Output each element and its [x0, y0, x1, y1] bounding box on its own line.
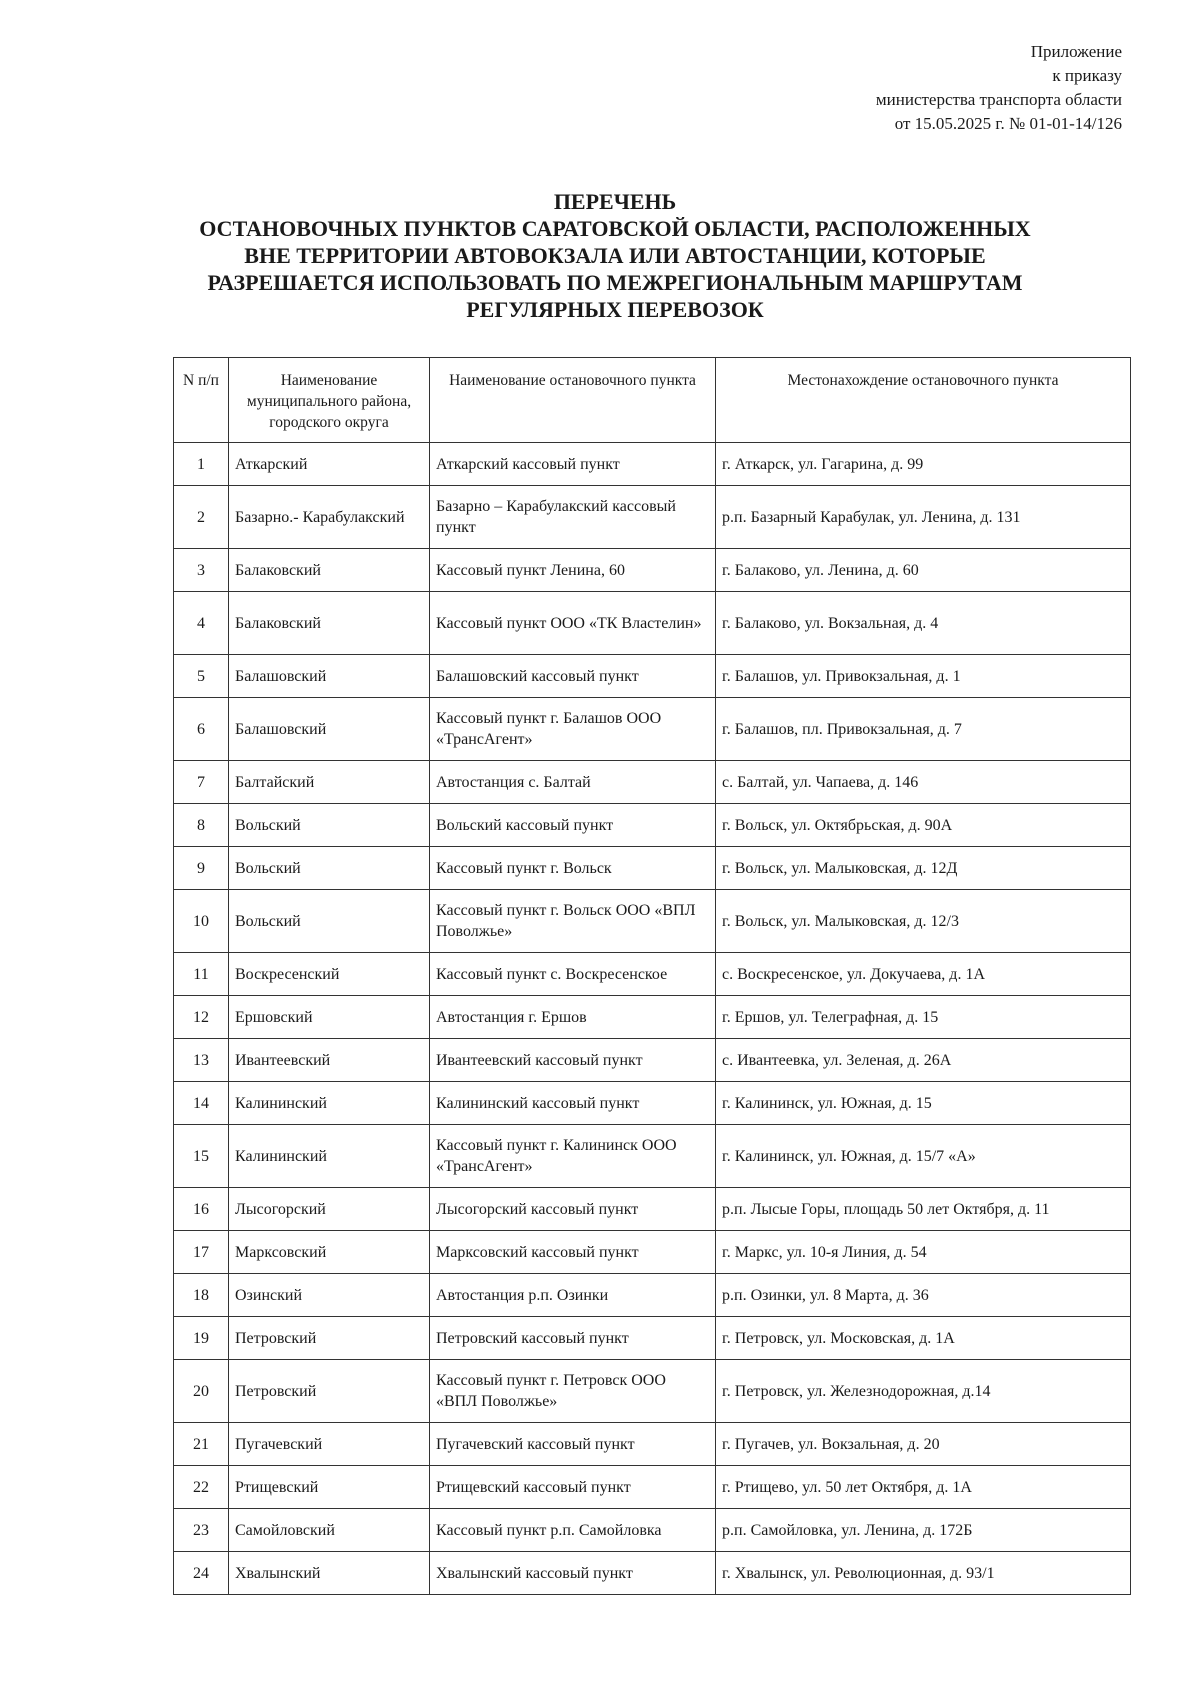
- row-district: Ивантеевский: [229, 1039, 430, 1082]
- table-row: [174, 1039, 1131, 1082]
- appendix-line: министерства транспорта области: [875, 90, 1122, 109]
- row-name: Кассовый пункт с. Воскресенское: [430, 953, 716, 996]
- row-address: с. Балтай, ул. Чапаева, д. 146: [716, 761, 1131, 804]
- row-name: Пугачевский кассовый пункт: [430, 1423, 716, 1466]
- header-address: Местонахождение остановочного пункта: [716, 358, 1131, 443]
- row-num: 8: [174, 804, 229, 847]
- header-num: N п/п: [174, 358, 229, 443]
- row-name: Кассовый пункт г. Калининск ООО «ТрансАгент»: [430, 1125, 716, 1188]
- row-district: Воскресенский: [229, 953, 430, 996]
- table-row: [174, 592, 1131, 655]
- table-row: [174, 847, 1131, 890]
- appendix-line: от 15.05.2025 г. № 01-01-14/126: [894, 114, 1122, 133]
- row-num: 19: [174, 1317, 229, 1360]
- row-address: г. Вольск, ул. Малыковская, д. 12Д: [716, 847, 1131, 890]
- row-district: Петровский: [229, 1360, 430, 1423]
- row-district: Калининский: [229, 1082, 430, 1125]
- row-num: 3: [174, 549, 229, 592]
- table-row: [174, 655, 1131, 698]
- row-address: г. Хвалынск, ул. Революционная, д. 93/1: [716, 1552, 1131, 1595]
- table-header-row: [174, 358, 1131, 443]
- table-row: [174, 761, 1131, 804]
- document-title: [150, 188, 1080, 323]
- table-row: [174, 1360, 1131, 1423]
- row-district: Вольский: [229, 847, 430, 890]
- row-num: 24: [174, 1552, 229, 1595]
- row-district: Ртищевский: [229, 1466, 430, 1509]
- row-district: Петровский: [229, 1317, 430, 1360]
- row-address: с. Ивантеевка, ул. Зеленая, д. 26А: [716, 1039, 1131, 1082]
- row-name: Аткарский кассовый пункт: [430, 443, 716, 486]
- row-district: Калининский: [229, 1125, 430, 1188]
- row-name: Кассовый пункт р.п. Самойловка: [430, 1509, 716, 1552]
- header-name: Наименование остановочного пункта: [430, 358, 716, 443]
- row-address: г. Ртищево, ул. 50 лет Октября, д. 1А: [716, 1466, 1131, 1509]
- row-name: Кассовый пункт Ленина, 60: [430, 549, 716, 592]
- row-address: г. Калининск, ул. Южная, д. 15: [716, 1082, 1131, 1125]
- row-num: 21: [174, 1423, 229, 1466]
- table-row: [174, 549, 1131, 592]
- row-address: г. Аткарск, ул. Гагарина, д. 99: [716, 443, 1131, 486]
- row-district: Балашовский: [229, 655, 430, 698]
- row-address: г. Вольск, ул. Октябрьская, д. 90А: [716, 804, 1131, 847]
- row-num: 1: [174, 443, 229, 486]
- row-num: 14: [174, 1082, 229, 1125]
- row-num: 2: [174, 486, 229, 549]
- row-district: Пугачевский: [229, 1423, 430, 1466]
- table-row: [174, 1509, 1131, 1552]
- row-address: р.п. Самойловка, ул. Ленина, д. 172Б: [716, 1509, 1131, 1552]
- row-district: Вольский: [229, 890, 430, 953]
- row-num: 11: [174, 953, 229, 996]
- row-district: Лысогорский: [229, 1188, 430, 1231]
- table-row: [174, 890, 1131, 953]
- table-row: [174, 1317, 1131, 1360]
- row-address: г. Петровск, ул. Железнодорожная, д.14: [716, 1360, 1131, 1423]
- table-row: [174, 1231, 1131, 1274]
- row-num: 17: [174, 1231, 229, 1274]
- table-row: [174, 1423, 1131, 1466]
- row-address: г. Балашов, ул. Привокзальная, д. 1: [716, 655, 1131, 698]
- row-district: Вольский: [229, 804, 430, 847]
- row-name: Лысогорский кассовый пункт: [430, 1188, 716, 1231]
- table-body: [174, 443, 1131, 1595]
- appendix-line: Приложение: [1030, 42, 1122, 61]
- title-line: ОСТАНОВОЧНЫХ ПУНКТОВ САРАТОВСКОЙ ОБЛАСТИ, РАСПОЛОЖЕННЫХ: [199, 216, 1031, 241]
- row-num: 22: [174, 1466, 229, 1509]
- row-address: г. Пугачев, ул. Вокзальная, д. 20: [716, 1423, 1131, 1466]
- row-district: Балаковский: [229, 549, 430, 592]
- row-address: г. Балашов, пл. Привокзальная, д. 7: [716, 698, 1131, 761]
- row-district: Аткарский: [229, 443, 430, 486]
- row-num: 5: [174, 655, 229, 698]
- row-name: Кассовый пункт г. Вольск: [430, 847, 716, 890]
- table-row: [174, 1552, 1131, 1595]
- table-row: [174, 698, 1131, 761]
- row-num: 20: [174, 1360, 229, 1423]
- table-row: [174, 996, 1131, 1039]
- row-name: Кассовый пункт ООО «ТК Властелин»: [430, 592, 716, 655]
- row-address: г. Вольск, ул. Малыковская, д. 12/3: [716, 890, 1131, 953]
- title-line: ПЕРЕЧЕНЬ: [553, 189, 677, 214]
- row-name: Автостанция р.п. Озинки: [430, 1274, 716, 1317]
- row-num: 18: [174, 1274, 229, 1317]
- row-name: Автостанция г. Ершов: [430, 996, 716, 1039]
- row-district: Балтайский: [229, 761, 430, 804]
- row-num: 16: [174, 1188, 229, 1231]
- row-district: Озинский: [229, 1274, 430, 1317]
- table-row: [174, 1188, 1131, 1231]
- row-num: 4: [174, 592, 229, 655]
- row-name: Калининский кассовый пункт: [430, 1082, 716, 1125]
- header-district: Наименование муниципального района, городского округа: [229, 358, 430, 443]
- row-address: г. Балаково, ул. Вокзальная, д. 4: [716, 592, 1131, 655]
- row-num: 23: [174, 1509, 229, 1552]
- row-name: Кассовый пункт г. Балашов ООО «ТрансАгент»: [430, 698, 716, 761]
- row-num: 7: [174, 761, 229, 804]
- row-num: 9: [174, 847, 229, 890]
- title-line: ВНЕ ТЕРРИТОРИИ АВТОВОКЗАЛА ИЛИ АВТОСТАНЦИИ, КОТОРЫЕ: [244, 243, 986, 268]
- row-name: Балашовский кассовый пункт: [430, 655, 716, 698]
- table-row: [174, 486, 1131, 549]
- row-name: Базарно – Карабулакский кассовый пункт: [430, 486, 716, 549]
- row-name: Хвалынский кассовый пункт: [430, 1552, 716, 1595]
- row-address: г. Ершов, ул. Телеграфная, д. 15: [716, 996, 1131, 1039]
- row-address: р.п. Базарный Карабулак, ул. Ленина, д. 131: [716, 486, 1131, 549]
- table-row: [174, 1466, 1131, 1509]
- row-name: Ртищевский кассовый пункт: [430, 1466, 716, 1509]
- row-district: Базарно.- Карабулакский: [229, 486, 430, 549]
- row-district: Балаковский: [229, 592, 430, 655]
- row-name: Кассовый пункт г. Петровск ООО «ВПЛ Поволжье»: [430, 1360, 716, 1423]
- row-name: Кассовый пункт г. Вольск ООО «ВПЛ Поволжье»: [430, 890, 716, 953]
- row-name: Петровский кассовый пункт: [430, 1317, 716, 1360]
- table-row: [174, 1125, 1131, 1188]
- row-address: г. Петровск, ул. Московская, д. 1А: [716, 1317, 1131, 1360]
- row-num: 15: [174, 1125, 229, 1188]
- title-line: РЕГУЛЯРНЫХ ПЕРЕВОЗОК: [466, 297, 764, 322]
- row-district: Балашовский: [229, 698, 430, 761]
- table-row: [174, 1274, 1131, 1317]
- table-row: [174, 1082, 1131, 1125]
- row-address: г. Калининск, ул. Южная, д. 15/7 «А»: [716, 1125, 1131, 1188]
- row-address: г. Балаково, ул. Ленина, д. 60: [716, 549, 1131, 592]
- row-address: г. Маркс, ул. 10-я Линия, д. 54: [716, 1231, 1131, 1274]
- row-name: Автостанция с. Балтай: [430, 761, 716, 804]
- appendix-line: к приказу: [1052, 66, 1122, 85]
- row-num: 6: [174, 698, 229, 761]
- row-address: р.п. Лысые Горы, площадь 50 лет Октября, д. 11: [716, 1188, 1131, 1231]
- row-name: Марксовский кассовый пункт: [430, 1231, 716, 1274]
- row-district: Хвалынский: [229, 1552, 430, 1595]
- row-name: Ивантеевский кассовый пункт: [430, 1039, 716, 1082]
- table-row: [174, 953, 1131, 996]
- row-address: р.п. Озинки, ул. 8 Марта, д. 36: [716, 1274, 1131, 1317]
- row-name: Вольский кассовый пункт: [430, 804, 716, 847]
- row-num: 10: [174, 890, 229, 953]
- row-address: с. Воскресенское, ул. Докучаева, д. 1А: [716, 953, 1131, 996]
- stops-table: [173, 357, 1131, 1595]
- row-district: Марксовский: [229, 1231, 430, 1274]
- table-row: [174, 443, 1131, 486]
- appendix-block: [702, 40, 1122, 136]
- title-line: РАЗРЕШАЕТСЯ ИСПОЛЬЗОВАТЬ ПО МЕЖРЕГИОНАЛЬНЫМ МАРШРУТАМ: [207, 270, 1023, 295]
- row-num: 13: [174, 1039, 229, 1082]
- row-district: Ершовский: [229, 996, 430, 1039]
- row-district: Самойловский: [229, 1509, 430, 1552]
- row-num: 12: [174, 996, 229, 1039]
- table-row: [174, 804, 1131, 847]
